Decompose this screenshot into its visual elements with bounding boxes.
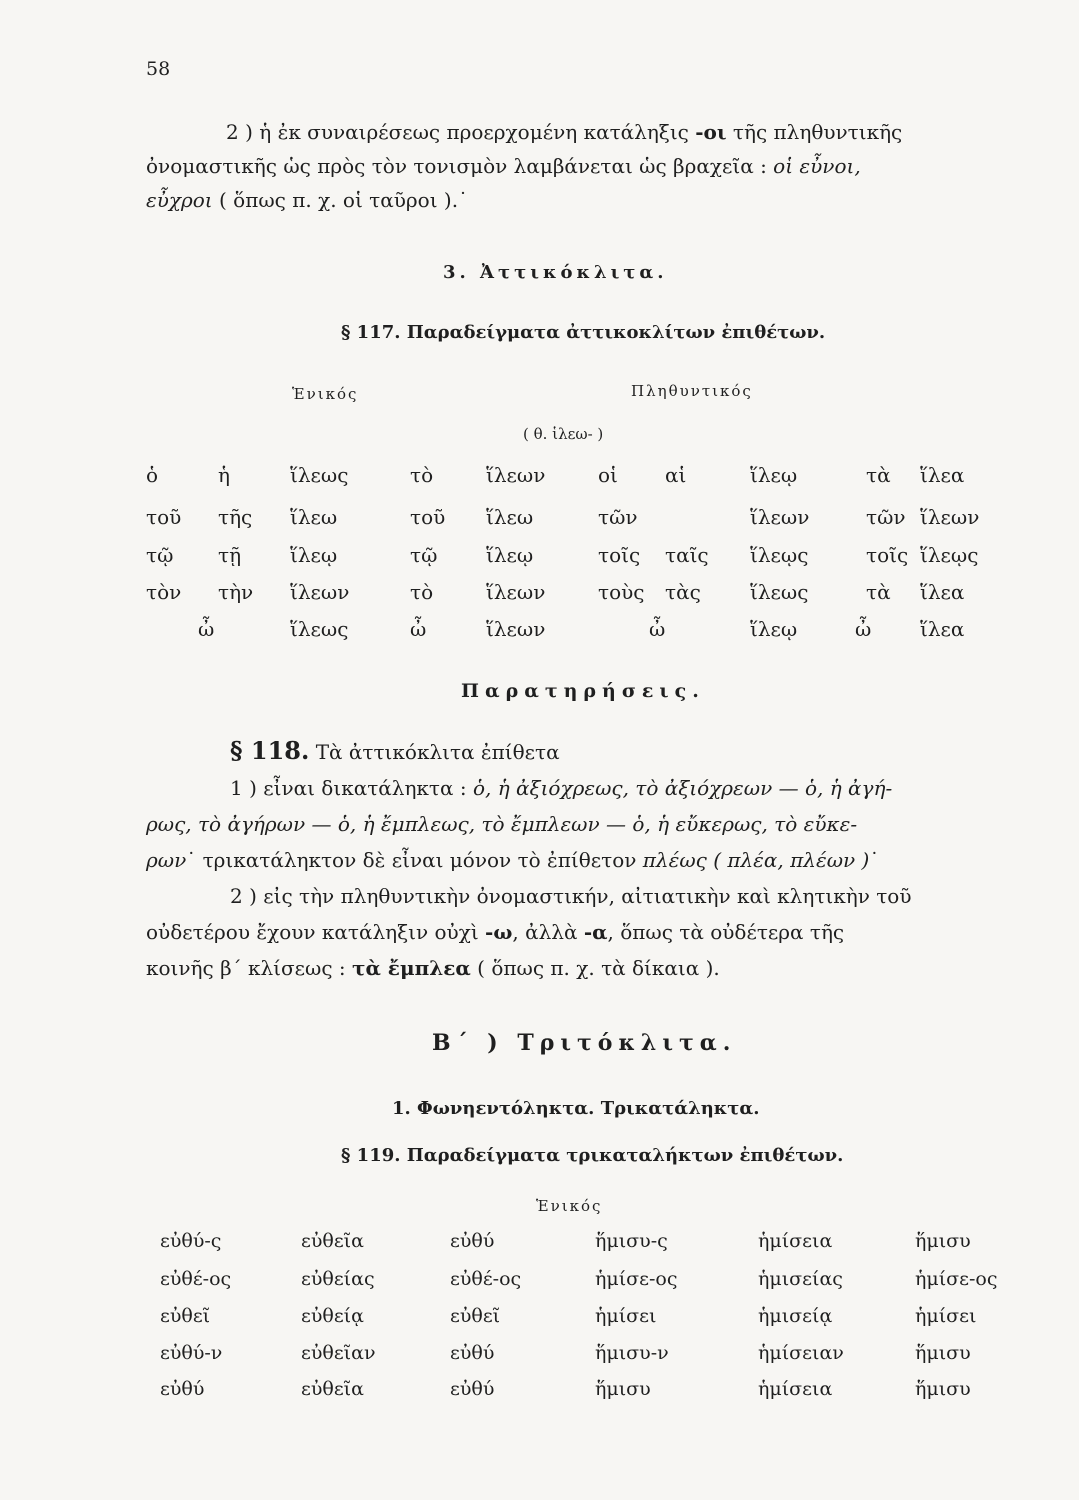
table1-cell-r2-c4: ἵλεῳ — [486, 543, 534, 567]
text: ˙ — [869, 848, 880, 872]
table1-cell-r3-c9: ἵλεα — [920, 580, 965, 604]
table1-cell-r2-c9: ἵλεῳς — [920, 543, 979, 567]
ending: -α — [583, 920, 608, 944]
column-plural: Πληθυντικός — [631, 382, 753, 400]
table1-cell-r0-c8: τὰ — [866, 463, 891, 487]
table1-cell-r1-c2: ἵλεω — [290, 505, 338, 529]
column-singular-2: Ἑνικός — [536, 1197, 603, 1215]
table2-cell-r4-c4: ἡμίσεια — [758, 1378, 833, 1400]
text: , ἀλλὰ — [512, 920, 584, 944]
table1-cell-r4-c2: ἵλεως — [290, 617, 349, 641]
intro-text: τῆς πληθυντικῆς — [726, 120, 903, 144]
page-number: 58 — [146, 58, 171, 80]
table1-cell-r2-c2: ἵλεῳ — [290, 543, 338, 567]
intro-line-2 — [146, 154, 861, 178]
table1-cell-r1-c4: ἵλεω — [486, 505, 534, 529]
section-118-line-4: 2 ) εἰς τὴν πληθυντικὴν ὀνομαστικήν, αἰτιατικὴν καὶ κλητικὴν τοῦ — [230, 884, 912, 908]
section-119-title: § 119. Παραδείγματα τρικαταλήκτων ἐπιθέτων. — [341, 1145, 844, 1166]
table1-cell-r1-c7: ἵλεων — [750, 505, 810, 529]
table1-cell-r0-c3: τὸ — [410, 463, 434, 487]
table1-cell-r0-c0: ὁ — [146, 463, 159, 487]
table2-cell-r3-c5: ἥμισυ — [915, 1342, 971, 1364]
table1-cell-r0-c2: ἵλεως — [290, 463, 349, 487]
table2-cell-r0-c0: εὐθύ-ς — [160, 1230, 222, 1252]
table2-cell-r3-c2: εὐθύ — [450, 1342, 495, 1364]
table1-cell-r0-c1: ἡ — [218, 463, 230, 487]
text: 1 ) εἶναι δικατάληκτα : — [230, 776, 473, 800]
intro-ending: -οι — [695, 120, 727, 144]
section-118-line-6 — [146, 956, 720, 980]
table1-cell-r4-c8: ὦ — [855, 617, 872, 641]
table1-cell-r2-c1: τῇ — [218, 543, 242, 567]
table1-cell-r4-c4: ἵλεων — [486, 617, 546, 641]
table2-cell-r0-c1: εὐθεῖα — [301, 1230, 364, 1252]
section-3-title: 3. Ἀττικόκλιτα. — [443, 262, 668, 283]
table1-cell-r3-c3: τὸ — [410, 580, 434, 604]
table2-cell-r1-c0: εὐθέ-ος — [160, 1268, 232, 1290]
table1-cell-r1-c3: τοῦ — [410, 505, 446, 529]
table1-cell-r4-c9: ἵλεα — [920, 617, 965, 641]
ending: -ω — [485, 920, 513, 944]
table2-cell-r2-c2: εὐθεῖ — [450, 1305, 501, 1327]
table2-cell-r4-c5: ἥμισυ — [915, 1378, 971, 1400]
section-118-line-2: ρως, τὸ ἀγήρων — ὁ, ἡ ἔμπλεως, τὸ ἔμπλεων — ὁ, ἡ εὔκερως, τὸ εὔκε- — [146, 812, 858, 836]
table2-cell-r4-c3: ἥμισυ — [595, 1378, 651, 1400]
table1-cell-r0-c7: ἵλεῳ — [750, 463, 798, 487]
table1-cell-r3-c6: τὰς — [665, 580, 701, 604]
intro-text: 2 ) ἡ ἐκ συναιρέσεως προερχομένη κατάληξις — [226, 120, 696, 144]
table1-cell-r4-c5: ὦ — [649, 617, 666, 641]
table1-cell-r4-c0: ὦ — [198, 617, 215, 641]
section-118-line-5 — [146, 920, 844, 944]
table1-cell-r2-c8: τοῖς — [866, 543, 909, 567]
table2-cell-r1-c3: ἡμίσε-ος — [595, 1268, 678, 1290]
table1-cell-r3-c8: τὰ — [866, 580, 891, 604]
table2-cell-r3-c3: ἥμισυ-ν — [595, 1342, 669, 1364]
text: , ὅπως τὰ οὐδέτερα τῆς — [607, 920, 845, 944]
table2-cell-r3-c0: εὐθύ-ν — [160, 1342, 223, 1364]
intro-text: ὀνομαστικῆς ὡς πρὸς τὸν τονισμὸν λαμβάνεται ὡς βραχεῖα : — [146, 154, 774, 178]
examples: ὁ, ἡ ἀξιόχρεως, τὸ ἀξιόχρεων — ὁ, ἡ ἀγή- — [472, 776, 893, 800]
table1-cell-r0-c4: ἵλεων — [486, 463, 546, 487]
table2-cell-r0-c5: ἥμισυ — [915, 1230, 971, 1252]
table2-cell-r2-c0: εὐθεῖ — [160, 1305, 211, 1327]
table1-cell-r3-c1: τὴν — [218, 580, 254, 604]
table1-cell-r1-c5: τῶν — [598, 505, 638, 529]
table2-cell-r4-c0: εὐθύ — [160, 1378, 205, 1400]
examples: πλέως ( πλέα, πλέων ) — [642, 848, 870, 872]
table2-cell-r4-c1: εὐθεῖα — [301, 1378, 364, 1400]
table1-cell-r2-c7: ἵλεῳς — [750, 543, 809, 567]
table1-cell-r4-c3: ὦ — [410, 617, 427, 641]
section-118-line-3 — [146, 848, 879, 872]
section-118-number: § 118. — [230, 736, 310, 765]
table1-cell-r0-c6: αἱ — [665, 463, 687, 487]
table1-cell-r3-c2: ἵλεων — [290, 580, 350, 604]
examples: ρων — [146, 848, 187, 872]
table1-cell-r3-c0: τὸν — [146, 580, 182, 604]
intro-example: οἱ εὖνοι, — [773, 154, 861, 178]
table1-cell-r1-c9: ἵλεων — [920, 505, 980, 529]
section-b-title: Β΄ ) Τριτόκλιτα. — [432, 1030, 737, 1056]
text: ˙ τρικατάληκτον δὲ εἶναι μόνον τὸ ἐπίθετον — [186, 848, 643, 872]
table2-cell-r1-c4: ἡμισείας — [758, 1268, 843, 1290]
table2-cell-r0-c2: εὐθύ — [450, 1230, 495, 1252]
intro-text: ( ὅπως π. χ. οἱ ταῦροι ).˙ — [212, 188, 469, 212]
column-singular: Ἑνικός — [292, 385, 359, 403]
table2-cell-r0-c3: ἥμισυ-ς — [595, 1230, 668, 1252]
table2-cell-r3-c1: εὐθεῖαν — [301, 1342, 376, 1364]
table2-cell-r3-c4: ἡμίσειαν — [758, 1342, 844, 1364]
subsection-1-title: 1. Φωνηεντόληκτα. Τρικατάληκτα. — [392, 1098, 760, 1119]
text: οὐδετέρου ἔχουν κατάληξιν οὐχὶ — [146, 920, 486, 944]
section-118-heading — [230, 736, 560, 765]
text: κοινῆς β΄ κλίσεως : — [146, 956, 352, 980]
table2-cell-r2-c5: ἡμίσει — [915, 1305, 977, 1327]
intro-example: εὖχροι — [146, 188, 213, 212]
table1-cell-r4-c7: ἵλεῳ — [750, 617, 798, 641]
table1-cell-r0-c5: οἱ — [598, 463, 618, 487]
table1-cell-r2-c3: τῷ — [410, 543, 438, 567]
intro-line-1 — [226, 120, 902, 144]
section-118-intro: Τὰ ἀττικόκλιτα ἐπίθετα — [309, 740, 560, 764]
table1-cell-r1-c0: τοῦ — [146, 505, 182, 529]
table1-cell-r3-c4: ἵλεων — [486, 580, 546, 604]
table2-cell-r2-c4: ἡμισείᾳ — [758, 1305, 833, 1327]
table1-cell-r3-c5: τοὺς — [598, 580, 645, 604]
intro-line-3 — [146, 188, 468, 212]
table1-cell-r2-c0: τῷ — [146, 543, 174, 567]
table1-cell-r2-c5: τοῖς — [598, 543, 641, 567]
theme-note: ( θ. ἱλεω- ) — [523, 425, 604, 443]
table1-cell-r1-c1: τῆς — [218, 505, 253, 529]
section-117-title: § 117. Παραδείγματα ἀττικοκλίτων ἐπιθέτων. — [341, 322, 826, 343]
section-118-line-1 — [230, 776, 892, 800]
text: ( ὅπως π. χ. τὰ δίκαια ). — [470, 956, 720, 980]
table2-cell-r1-c1: εὐθείας — [301, 1268, 375, 1290]
observations-title: Παρατηρήσεις. — [461, 680, 705, 702]
table2-cell-r2-c1: εὐθείᾳ — [301, 1305, 364, 1327]
table2-cell-r2-c3: ἡμίσει — [595, 1305, 657, 1327]
table2-cell-r1-c2: εὐθέ-ος — [450, 1268, 522, 1290]
table1-cell-r1-c8: τῶν — [866, 505, 906, 529]
table2-cell-r0-c4: ἡμίσεια — [758, 1230, 833, 1252]
table2-cell-r1-c5: ἡμίσε-ος — [915, 1268, 998, 1290]
table2-cell-r4-c2: εὐθύ — [450, 1378, 495, 1400]
example: τὰ ἔμπλεα — [352, 956, 471, 980]
table1-cell-r0-c9: ἵλεα — [920, 463, 965, 487]
table1-cell-r2-c6: ταῖς — [665, 543, 709, 567]
table1-cell-r3-c7: ἵλεως — [750, 580, 809, 604]
